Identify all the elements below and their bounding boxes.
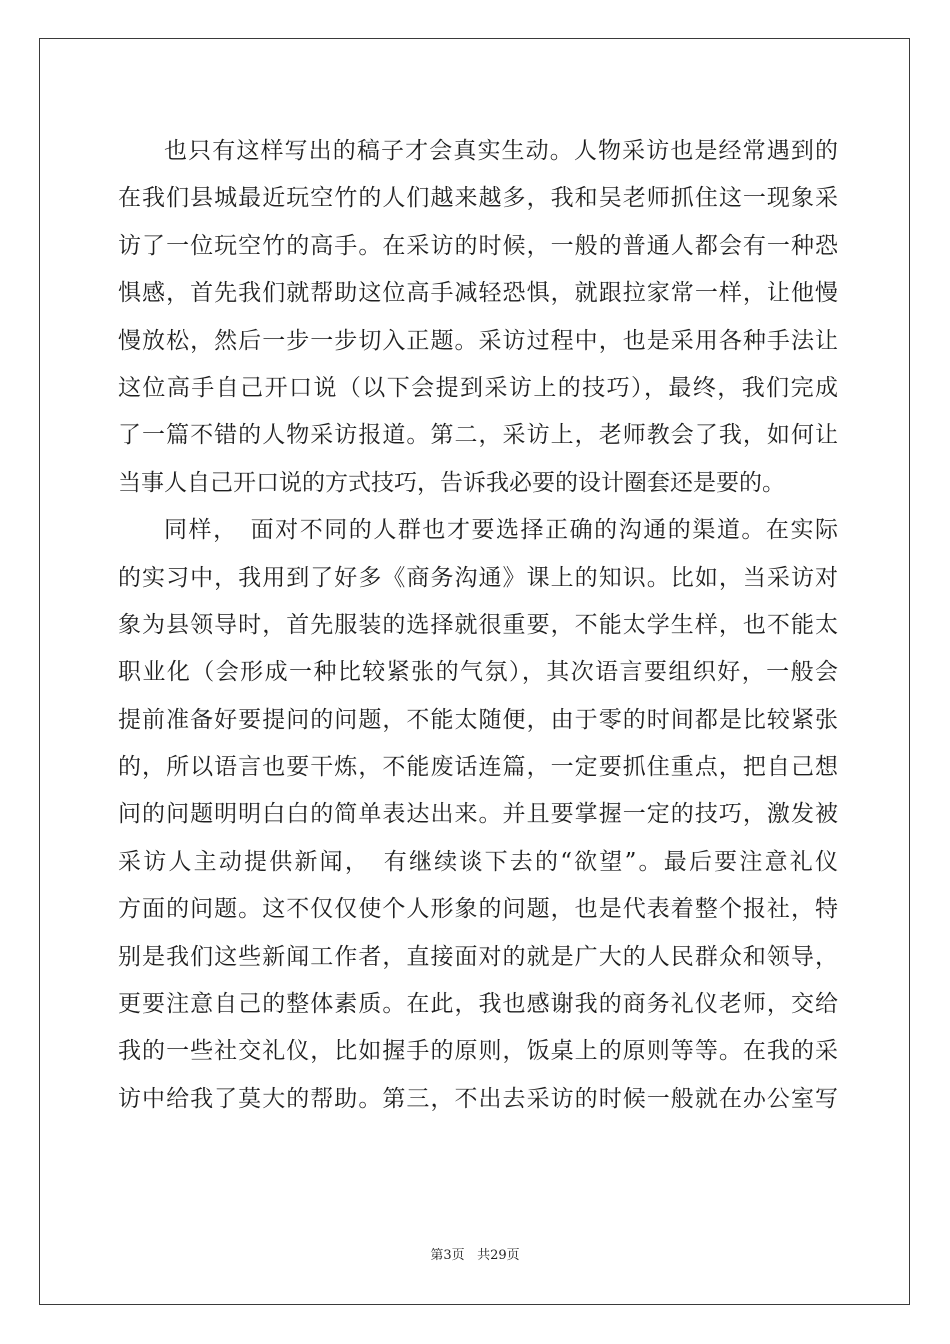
paragraph-line: 问的问题明明白白的简单表达出来。并且要掌握一定的技巧，激发被	[118, 801, 838, 828]
paragraph-line: 提前准备好要提问的问题，不能太随便，由于零的时间都是比较紧张	[118, 706, 838, 733]
paragraph-line: 了一篇不错的人物采访报道。第二，采访上，老师教会了我，如何让	[118, 422, 838, 449]
paragraph-line: 访中给我了莫大的帮助。第三，不出去采访的时候一般就在办公室写	[118, 1085, 838, 1112]
paragraph-line: 职业化（会形成一种比较紧张的气氛），其次语言要组织好，一般会	[118, 659, 838, 686]
paragraph-line: 我的一些社交礼仪，比如握手的原则，饭桌上的原则等等。在我的采	[118, 1038, 838, 1065]
paragraph-line: 采访人主动提供新闻， 有继续谈下去的“欲望”。最后要注意礼仪	[118, 848, 838, 875]
paragraph-line: 惧感，首先我们就帮助这位高手减轻恐惧，就跟拉家常一样，让他慢	[118, 280, 838, 307]
paragraph-line: 同样， 面对不同的人群也才要选择正确的沟通的渠道。在实际	[164, 517, 838, 544]
page-total: 共29页	[477, 1248, 520, 1263]
paragraph-line: 也只有这样写出的稿子才会真实生动。人物采访也是经常遇到的	[164, 138, 838, 164]
document-body	[118, 128, 838, 1123]
paragraph-line: 更要注意自己的整体素质。在此，我也感谢我的商务礼仪老师，交给	[118, 991, 838, 1018]
paragraph-line: 当事人自己开口说的方式技巧，告诉我必要的设计圈套还是要的。	[118, 469, 785, 496]
paragraph-line: 的实习中，我用到了好多《商务沟通》课上的知识。比如，当采访对	[118, 564, 838, 591]
paragraph-line: 的，所以语言也要干炼，不能废话连篇，一定要抓住重点，把自己想	[118, 754, 838, 781]
paragraph-line: 别是我们这些新闻工作者，直接面对的就是广大的人民群众和领导，	[118, 943, 838, 970]
paragraph-line: 访了一位玩空竹的高手。在采访的时候，一般的普通人都会有一种恐	[118, 232, 838, 259]
page-number: 第3页	[430, 1248, 465, 1263]
paragraph-line: 慢放松，然后一步一步切入正题。采访过程中，也是采用各种手法让	[118, 327, 838, 354]
paragraph-line: 象为县领导时，首先服装的选择就很重要，不能太学生样，也不能太	[118, 611, 838, 638]
page-footer	[0, 1244, 950, 1263]
paragraph-line: 这位高手自己开口说（以下会提到采访上的技巧），最终，我们完成	[118, 374, 838, 401]
paragraph-line: 方面的问题。这不仅仅使个人形象的问题，也是代表着整个报社，特	[118, 896, 838, 923]
paragraph-line: 在我们县城最近玩空竹的人们越来越多，我和吴老师抓住这一现象采	[118, 185, 838, 212]
